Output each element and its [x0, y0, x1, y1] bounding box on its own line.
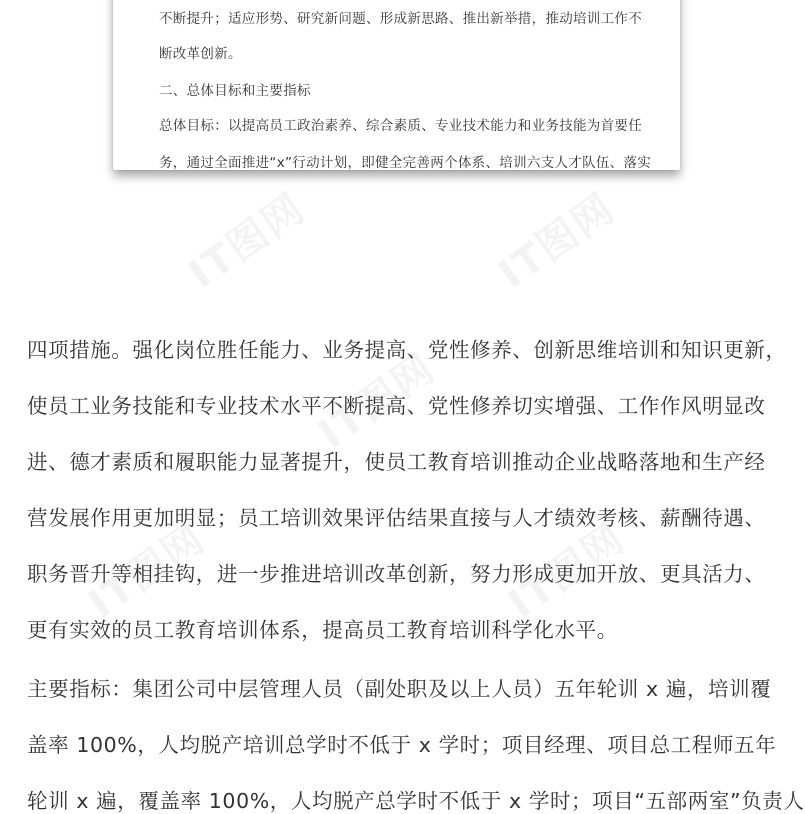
body-paragraph-line: 职务晋升等相挂钩，进一步推进培训改革创新，努力形成更加开放、更具活力、	[27, 562, 766, 586]
body-paragraph-line: 主要指标：集团公司中层管理人员（副处职及以上人员）五年轮训 x 遍，培训覆	[27, 677, 772, 701]
preview-line: 断改革创新。	[159, 46, 242, 62]
preview-line: 总体目标：以提高员工政治素养、综合素质、专业技术能力和业务技能为首要任	[159, 118, 642, 134]
body-paragraph-line: 进、德才素质和履职能力显著提升，使员工教育培训推动企业战略落地和生产经	[27, 450, 766, 474]
body-paragraph-line: 轮训 x 遍，覆盖率 100%，人均脱产总学时不低于 x 学时；项目“五部两室”负责人	[27, 789, 805, 813]
body-paragraph-line: 盖率 100%，人均脱产培训总学时不低于 x 学时；项目经理、项目总工程师五年	[27, 733, 777, 757]
preview-line: 务，通过全面推进“x”行动计划，即健全完善两个体系、培训六支人才队伍、落实	[159, 155, 652, 171]
preview-line: 不断提升；适应形势、研究新问题、形成新思路、推出新举措，推动培训工作不	[159, 11, 642, 27]
watermark-logo: IT图网	[500, 515, 634, 628]
watermark-logo: IT图网	[180, 185, 314, 298]
document-preview-card	[113, 0, 680, 170]
watermark-logo: IT图网	[80, 515, 214, 628]
watermark-logo: IT图网	[310, 345, 444, 458]
body-paragraph-line: 更有实效的员工教育培训体系，提高员工教育培训科学化水平。	[27, 618, 618, 642]
body-paragraph-line: 营发展作用更加明显；员工培训效果评估结果直接与人才绩效考核、薪酬待遇、	[27, 506, 766, 530]
body-paragraph-line: 四项措施。强化岗位胜任能力、业务提高、党性修养、创新思维培训和知识更新，	[27, 338, 787, 362]
body-paragraph-line: 使员工业务技能和专业技术水平不断提高、党性修养切实增强、工作作风明显改	[27, 394, 766, 418]
watermark-logo: IT图网	[490, 185, 624, 298]
preview-heading: 二、总体目标和主要指标	[159, 83, 311, 99]
